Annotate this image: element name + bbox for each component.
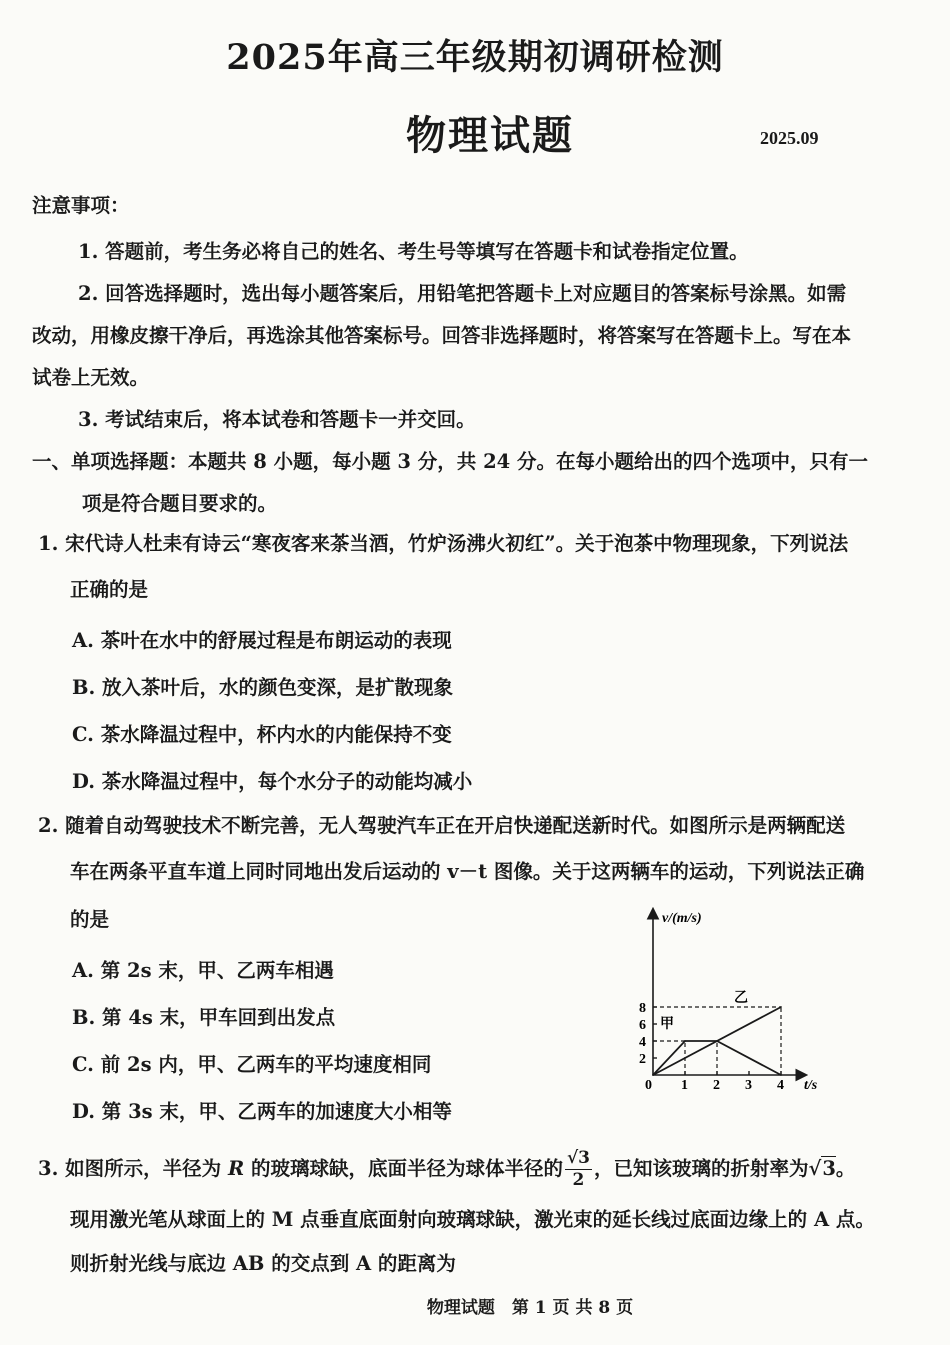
question-2-line-1: 2. 随着自动驾驶技术不断完善，无人驾驶汽车正在开启快递配送新时代。如图所示是两辆配送	[38, 814, 846, 837]
notice-heading: 注意事项：	[32, 194, 130, 217]
sqrt-value: 3	[822, 1157, 836, 1180]
fraction-numerator: √3	[566, 1148, 590, 1168]
y-tick-label-8: 8	[639, 1001, 646, 1016]
question-3-line-1	[38, 1150, 855, 1189]
subject-title: 物理试题	[406, 112, 574, 159]
question-2-option-d: D. 第 3s 末，甲、乙两车的加速度大小相等	[72, 1100, 452, 1123]
question-1-line-1: 1. 宋代诗人杜耒有诗云“寒夜客来茶当酒，竹炉汤沸火初红”。关于泡茶中物理现象，下列说法	[38, 532, 849, 555]
question-2-option-b: B. 第 4s 末，甲车回到出发点	[72, 1006, 336, 1029]
x-tick-label-2: 2	[713, 1078, 720, 1093]
question-3-text-c: ，已知该玻璃的折射率为	[593, 1157, 809, 1180]
question-1-option-b: B. 放入茶叶后，水的颜色变深，是扩散现象	[72, 676, 454, 699]
question-2-option-a: A. 第 2s 末，甲、乙两车相遇	[72, 959, 334, 982]
question-1-option-a: A. 茶叶在水中的舒展过程是布朗运动的表现	[72, 629, 452, 652]
notice-item-2-line-3: 试卷上无效。	[32, 366, 150, 389]
y-tick-label-6: 6	[639, 1018, 646, 1033]
x-tick-label-4: 4	[777, 1078, 784, 1093]
y-axis-label: v/(m/s)	[662, 911, 702, 926]
series-label-jia: 甲	[660, 1017, 674, 1032]
exam-date: 2025.09	[760, 128, 819, 148]
question-2-option-c: C. 前 2s 内，甲、乙两车的平均速度相同	[72, 1053, 432, 1076]
question-2-line-3: 的是	[70, 908, 110, 931]
question-3-line-2: 现用激光笔从球面上的 M 点垂直底面射向玻璃球缺，激光束的延长线过底面边缘上的 A 点。	[70, 1208, 875, 1231]
radius-symbol: R	[227, 1157, 245, 1180]
vt-graph	[620, 900, 840, 1100]
question-1-option-c: C. 茶水降温过程中，杯内水的内能保持不变	[72, 723, 452, 746]
question-3-line-3: 则折射光线与底边 AB 的交点到 A 的距离为	[70, 1252, 456, 1275]
x-tick-label-1: 1	[681, 1078, 688, 1093]
x-tick-label-3: 3	[745, 1078, 752, 1093]
y-tick-label-4: 4	[639, 1035, 646, 1050]
series-point-1-1	[780, 1006, 782, 1008]
series-label-yi: 乙	[734, 991, 748, 1006]
notice-item-2-line-2: 改动，用橡皮擦干净后，再选涂其他答案标号。回答非选择题时，将答案写在答题卡上。写在本	[32, 324, 852, 347]
origin-label: 0	[645, 1078, 652, 1093]
fraction-sqrt3-over-2	[565, 1150, 592, 1189]
question-1-line-2: 正确的是	[70, 578, 149, 601]
section-1-line-1: 一、单项选择题：本题共 8 小题，每小题 3 分，共 24 分。在每小题给出的四个选项中，只有一	[32, 450, 869, 473]
notice-item-1: 1. 答题前，考生务必将自己的姓名、考生号等填写在答题卡和试卷指定位置。	[78, 240, 749, 263]
question-3-text-a: 3. 如图所示，半径为	[38, 1157, 228, 1180]
series-point-0-1	[684, 1040, 686, 1042]
question-3-text-d: 。	[835, 1157, 856, 1180]
question-3-text-b: 的玻璃球缺，底面半径为球体半径的	[244, 1157, 563, 1180]
question-1-option-d: D. 茶水降温过程中，每个水分子的动能均减小	[72, 770, 473, 793]
question-2-line-2: 车在两条平直车道上同时同地出发后运动的 v－t 图像。关于这两辆车的运动，下列说法正确	[70, 860, 865, 883]
sqrt-symbol: √	[808, 1157, 822, 1180]
page-footer: 物理试题 第 1 页 共 8 页	[426, 1298, 634, 1318]
notice-item-3: 3. 考试结束后，将本试卷和答题卡一并交回。	[78, 408, 476, 431]
fraction-denominator: 2	[572, 1170, 585, 1190]
series-point-1-0	[652, 1074, 654, 1076]
x-axis-label: t/s	[804, 1078, 818, 1093]
exam-title: 2025年高三年级期初调研检测	[226, 37, 724, 78]
series-point-0-3	[780, 1074, 782, 1076]
section-1-line-2: 项是符合题目要求的。	[82, 492, 278, 515]
notice-item-2-line-1: 2. 回答选择题时，选出每小题答案后，用铅笔把答题卡上对应题目的答案标号涂黑。如需	[78, 282, 847, 305]
y-tick-label-2: 2	[639, 1052, 646, 1067]
